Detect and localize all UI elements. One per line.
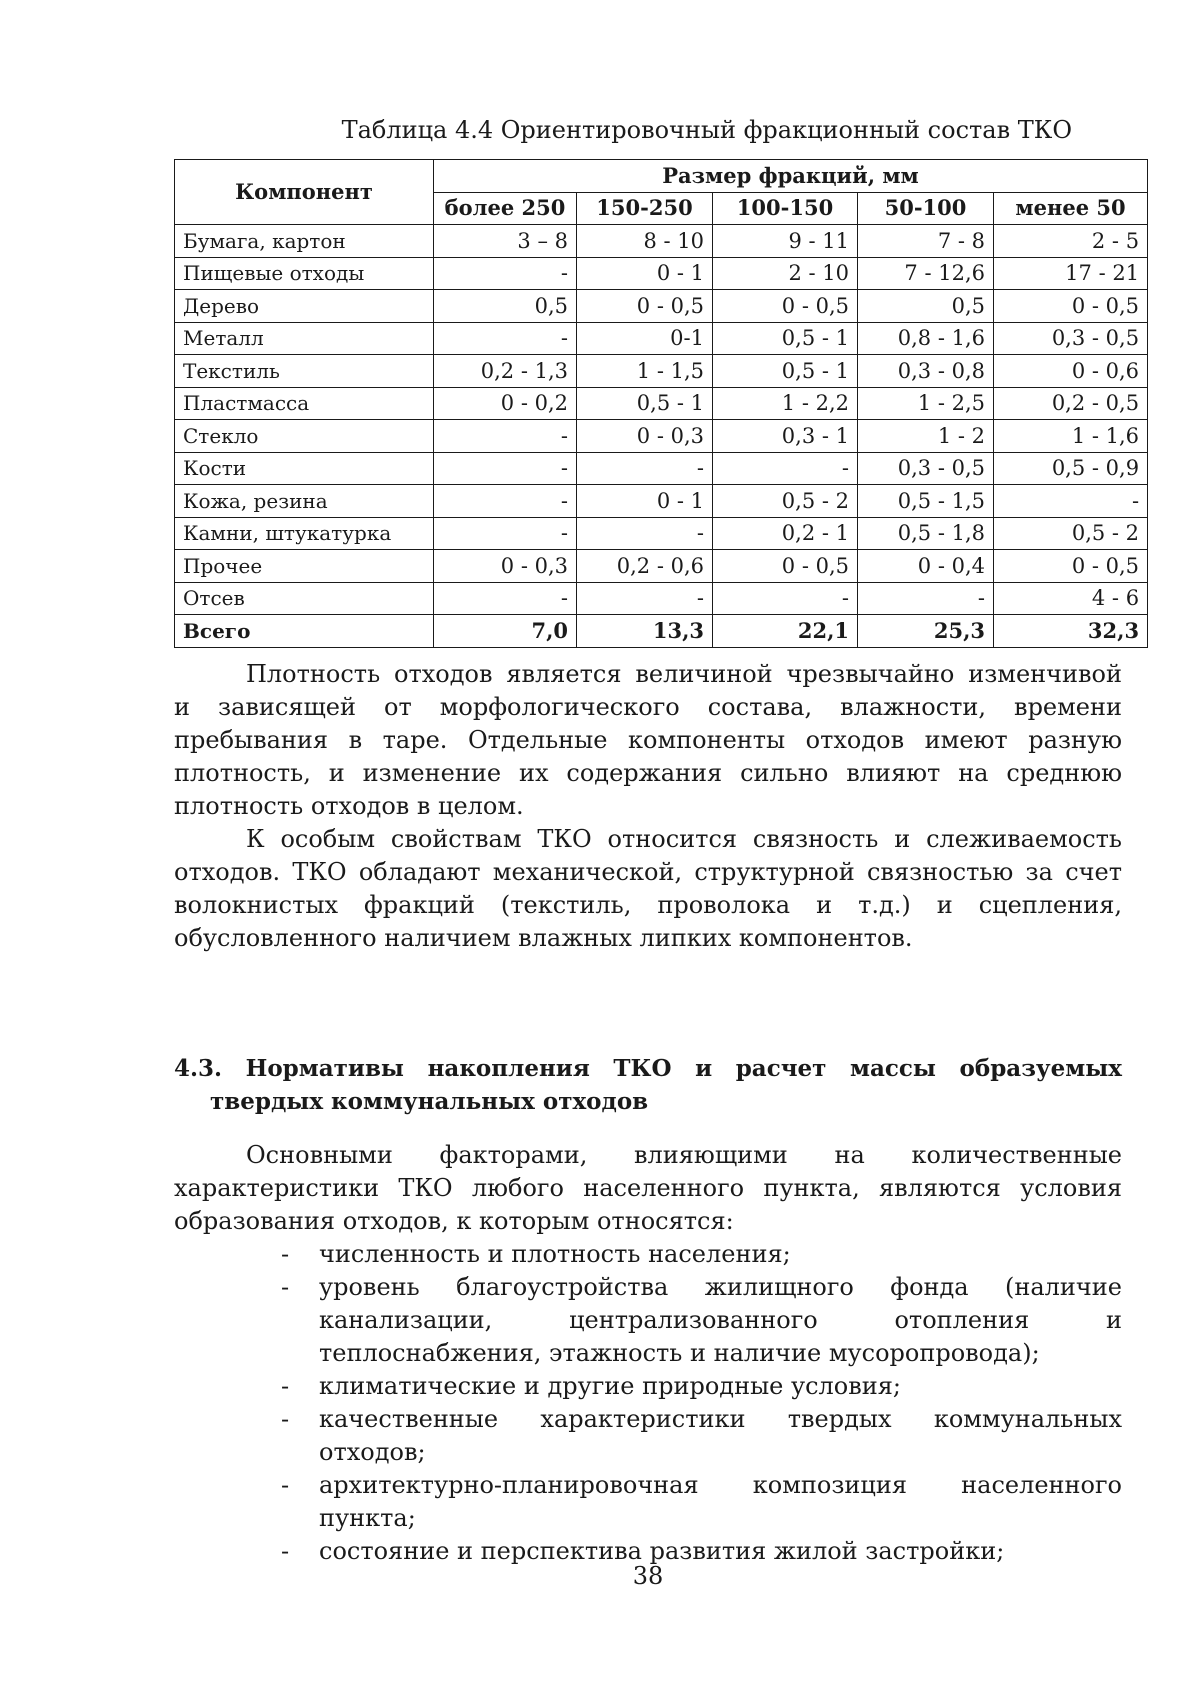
text-line: плотность отходов в целом. bbox=[174, 792, 524, 820]
value-cell: 0,8 - 1,6 bbox=[858, 322, 994, 355]
list-item-line: теплоснабжения, этажность и наличие мусоропровода); bbox=[319, 1339, 1040, 1367]
component-cell: Прочее bbox=[175, 550, 434, 583]
table-caption: Таблица 4.4 Ориентировочный фракционный состав ТКО bbox=[341, 116, 1072, 144]
value-cell: 0,3 - 1 bbox=[713, 420, 858, 453]
table-row bbox=[175, 452, 1148, 485]
table-row bbox=[175, 322, 1148, 355]
component-cell: Текстиль bbox=[175, 355, 434, 388]
table-row bbox=[175, 517, 1148, 550]
list-item-line: состояние и перспектива развития жилой застройки; bbox=[319, 1537, 1005, 1565]
value-cell: 0 - 0,3 bbox=[577, 420, 713, 453]
heading-line: твердых коммунальных отходов bbox=[210, 1088, 649, 1115]
list-item bbox=[174, 1403, 1122, 1469]
table-row bbox=[175, 387, 1148, 420]
list-item-line: уровень благоустройства жилищного фонда (наличие bbox=[319, 1273, 1122, 1301]
value-cell: - bbox=[994, 485, 1148, 518]
component-cell: Кожа, резина bbox=[175, 485, 434, 518]
value-cell: - bbox=[434, 452, 577, 485]
value-cell: 7 - 8 bbox=[858, 225, 994, 258]
value-cell: 0,2 - 1,3 bbox=[434, 355, 577, 388]
component-cell: Пластмасса bbox=[175, 387, 434, 420]
value-cell: 1 - 2 bbox=[858, 420, 994, 453]
value-cell: 0,5 bbox=[434, 290, 577, 323]
list-bullet: - bbox=[281, 1372, 290, 1400]
value-cell: 0,5 bbox=[858, 290, 994, 323]
value-cell: 0 - 0,6 bbox=[994, 355, 1148, 388]
list-item-line: отходов; bbox=[319, 1438, 426, 1466]
text-line: волокнистых фракций (текстиль, проволока и т.д.) и сцепления, bbox=[174, 891, 1122, 919]
value-cell: 0,5 - 1,8 bbox=[858, 517, 994, 550]
list-item-line: архитектурно-планировочная композиция населенного bbox=[319, 1471, 1122, 1499]
list-item bbox=[174, 1469, 1122, 1535]
list-item-line: качественные характеристики твердых коммунальных bbox=[319, 1405, 1122, 1433]
value-cell: 0 - 0,5 bbox=[713, 550, 858, 583]
text-line: обусловленного наличием влажных липких компонентов. bbox=[174, 924, 913, 952]
list-item bbox=[174, 1238, 1122, 1271]
component-cell: Отсев bbox=[175, 582, 434, 615]
value-cell: 0,5 - 1 bbox=[713, 322, 858, 355]
value-cell: 2 - 5 bbox=[994, 225, 1148, 258]
value-cell: - bbox=[434, 322, 577, 355]
value-cell: 0-1 bbox=[577, 322, 713, 355]
factor-list bbox=[174, 1238, 1122, 1568]
table-row bbox=[175, 225, 1148, 258]
value-cell: - bbox=[434, 582, 577, 615]
value-cell: 9 - 11 bbox=[713, 225, 858, 258]
value-cell: 13,3 bbox=[577, 615, 713, 648]
table-row bbox=[175, 550, 1148, 583]
value-cell: - bbox=[577, 452, 713, 485]
value-cell: 0,3 - 0,5 bbox=[858, 452, 994, 485]
component-cell: Бумага, картон bbox=[175, 225, 434, 258]
value-cell: - bbox=[858, 582, 994, 615]
component-cell: Пищевые отходы bbox=[175, 257, 434, 290]
table-row bbox=[175, 290, 1148, 323]
value-cell: 7 - 12,6 bbox=[858, 257, 994, 290]
value-cell: - bbox=[434, 517, 577, 550]
value-cell: 0 - 0,5 bbox=[994, 290, 1148, 323]
value-cell: 0 - 0,3 bbox=[434, 550, 577, 583]
list-bullet: - bbox=[281, 1273, 290, 1301]
column-header: менее 50 bbox=[994, 192, 1148, 225]
table-row bbox=[175, 257, 1148, 290]
value-cell: - bbox=[713, 582, 858, 615]
value-cell: - bbox=[577, 517, 713, 550]
paragraph-factors bbox=[174, 1139, 1122, 1238]
value-cell: 17 - 21 bbox=[994, 257, 1148, 290]
list-item-line: климатические и другие природные условия; bbox=[319, 1372, 901, 1400]
component-cell: Кости bbox=[175, 452, 434, 485]
component-cell: Металл bbox=[175, 322, 434, 355]
value-cell: 0 - 0,2 bbox=[434, 387, 577, 420]
value-cell: 2 - 10 bbox=[713, 257, 858, 290]
value-cell: 0 - 0,5 bbox=[713, 290, 858, 323]
component-cell: Всего bbox=[175, 615, 434, 648]
column-header-fraction-size: Размер фракций, мм bbox=[434, 160, 1148, 193]
value-cell: 0,5 - 0,9 bbox=[994, 452, 1148, 485]
value-cell: 0 - 0,5 bbox=[994, 550, 1148, 583]
list-item-line: канализации, централизованного отопления и bbox=[319, 1306, 1122, 1334]
table-row bbox=[175, 485, 1148, 518]
list-item-line: пункта; bbox=[319, 1504, 416, 1532]
value-cell: 8 - 10 bbox=[577, 225, 713, 258]
text-line: Основными факторами, влияющими на количественные bbox=[246, 1141, 1122, 1169]
fraction-table bbox=[174, 159, 1148, 648]
column-header: 100-150 bbox=[713, 192, 858, 225]
text-line: и зависящей от морфологического состава, влажности, времени bbox=[174, 693, 1122, 721]
list-item-line: численность и плотность населения; bbox=[319, 1240, 791, 1268]
value-cell: 1 - 1,5 bbox=[577, 355, 713, 388]
value-cell: 0,2 - 1 bbox=[713, 517, 858, 550]
text-line: плотность, и изменение их содержания сильно влияют на среднюю bbox=[174, 759, 1122, 787]
value-cell: 1 - 2,2 bbox=[713, 387, 858, 420]
value-cell: 1 - 1,6 bbox=[994, 420, 1148, 453]
value-cell: 0,5 - 2 bbox=[713, 485, 858, 518]
list-bullet: - bbox=[281, 1471, 290, 1499]
list-bullet: - bbox=[281, 1240, 290, 1268]
component-cell: Камни, штукатурка bbox=[175, 517, 434, 550]
value-cell: - bbox=[434, 257, 577, 290]
value-cell: 0,5 - 1 bbox=[577, 387, 713, 420]
value-cell: 32,3 bbox=[994, 615, 1148, 648]
value-cell: 0 - 1 bbox=[577, 485, 713, 518]
value-cell: - bbox=[713, 452, 858, 485]
list-bullet: - bbox=[281, 1537, 290, 1565]
column-header: более 250 bbox=[434, 192, 577, 225]
section-heading bbox=[174, 1052, 1122, 1118]
text-line: образования отходов, к которым относятся: bbox=[174, 1207, 734, 1235]
value-cell: 0,5 - 1 bbox=[713, 355, 858, 388]
table-row bbox=[175, 582, 1148, 615]
value-cell: 0,2 - 0,6 bbox=[577, 550, 713, 583]
value-cell: 0 - 0,4 bbox=[858, 550, 994, 583]
page-number: 38 bbox=[632, 1562, 664, 1590]
value-cell: - bbox=[434, 420, 577, 453]
value-cell: 0,5 - 1,5 bbox=[858, 485, 994, 518]
heading-line: 4.3. Нормативы накопления ТКО и расчет массы образуемых bbox=[174, 1055, 1122, 1082]
component-cell: Дерево bbox=[175, 290, 434, 323]
value-cell: 4 - 6 bbox=[994, 582, 1148, 615]
value-cell: 0,3 - 0,5 bbox=[994, 322, 1148, 355]
paragraph-density bbox=[174, 658, 1122, 955]
value-cell: - bbox=[577, 582, 713, 615]
value-cell: 7,0 bbox=[434, 615, 577, 648]
value-cell: 0 - 0,5 bbox=[577, 290, 713, 323]
table-row bbox=[175, 420, 1148, 453]
value-cell: 0,2 - 0,5 bbox=[994, 387, 1148, 420]
text-line: К особым свойствам ТКО относится связность и слеживаемость bbox=[246, 825, 1122, 853]
value-cell: 0 - 1 bbox=[577, 257, 713, 290]
table-total-row bbox=[175, 615, 1148, 648]
text-line: пребывания в таре. Отдельные компоненты отходов имеют разную bbox=[174, 726, 1122, 754]
list-item bbox=[174, 1271, 1122, 1370]
value-cell: 22,1 bbox=[713, 615, 858, 648]
table-body bbox=[175, 225, 1148, 648]
value-cell: 25,3 bbox=[858, 615, 994, 648]
column-header: 50-100 bbox=[858, 192, 994, 225]
column-header-component: Компонент bbox=[175, 160, 434, 225]
table-row bbox=[175, 355, 1148, 388]
text-line: Плотность отходов является величиной чрезвычайно изменчивой bbox=[246, 660, 1122, 688]
component-cell: Стекло bbox=[175, 420, 434, 453]
text-line: отходов. ТКО обладают механической, структурной связностью за счет bbox=[174, 858, 1122, 886]
value-cell: - bbox=[434, 485, 577, 518]
value-cell: 0,3 - 0,8 bbox=[858, 355, 994, 388]
text-line: характеристики ТКО любого населенного пункта, являются условия bbox=[174, 1174, 1122, 1202]
list-item bbox=[174, 1370, 1122, 1403]
value-cell: 3 – 8 bbox=[434, 225, 577, 258]
list-bullet: - bbox=[281, 1405, 290, 1433]
column-header: 150-250 bbox=[577, 192, 713, 225]
value-cell: 1 - 2,5 bbox=[858, 387, 994, 420]
value-cell: 0,5 - 2 bbox=[994, 517, 1148, 550]
